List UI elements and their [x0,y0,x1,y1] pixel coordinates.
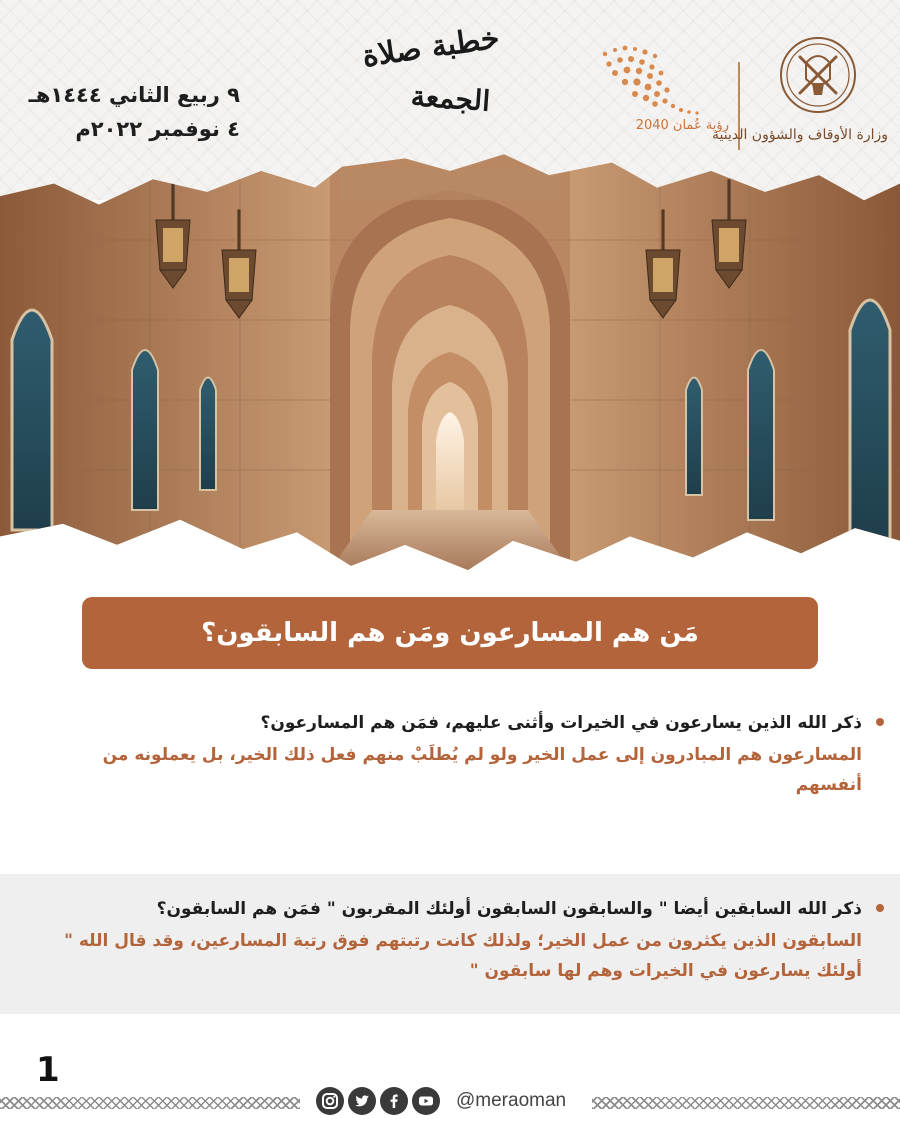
page-title: مَن هم المسارعون ومَن هم السابقون؟ [201,618,699,648]
answer-text: المسارعون هم المبادرون إلى عمل الخير ولو لم يُطلَبْ منهم فعل ذلك الخير، بل يعملونه من أنفسهم [102,745,862,795]
friday-sermon-logo [360,20,520,130]
header [0,0,900,200]
vision-swirl-icon [585,40,735,120]
twitter-icon[interactable] [348,1087,376,1115]
question-text: ذكر الله الذين يسارعون في الخيرات وأثنى عليهم، فمَن هم المسارعون؟ [260,713,862,733]
vision-text: رؤية عُمان 2040 [635,118,729,133]
footer [0,1085,900,1125]
mosque-corridor-photo [0,150,900,570]
ministry-logo [712,35,892,155]
qa-item [0,708,900,828]
answer-text: السابقون الذين يكثرون من عمل الخير؛ ولذلك كانت رتبتهم فوق رتبة المسارعين، وقد قال الله " أولئك يسارعون في الخيرات وهم لها سابقون " [64,931,862,981]
youtube-icon[interactable] [412,1087,440,1115]
social-icons [316,1087,440,1115]
qa-item [0,874,900,1014]
facebook-icon[interactable] [380,1087,408,1115]
bullet-dot-icon [876,718,884,726]
gregorian-date: ٤ نوفمبر ٢٠٢٢م [75,117,240,141]
question-text: ذكر الله السابقين أيضا " والسابقون السابقون أولئك المقربون " فمَن هم السابقون؟ [156,899,862,919]
footer-pattern-right [592,1097,900,1109]
qa-content [50,894,862,986]
page-number: 1 [36,1050,60,1090]
ministry-emblem-icon [742,35,892,125]
mosque-arches-image [0,150,900,570]
social-handle[interactable]: @meraoman [456,1090,567,1111]
khutba-logo-line2: الجمعة [409,79,492,118]
khutba-logo-line1: خطبة صلاة [360,20,502,75]
hijri-date: ٩ ربيع الثاني ١٤٤٤هـ [28,83,240,107]
footer-pattern-left [0,1097,300,1109]
qa-content [50,708,862,800]
bullet-dot-icon [876,904,884,912]
instagram-icon[interactable] [316,1087,344,1115]
title-banner [82,597,818,669]
ministry-name: وزارة الأوقاف والشؤون الدينية [712,127,888,143]
date-block [30,78,240,146]
